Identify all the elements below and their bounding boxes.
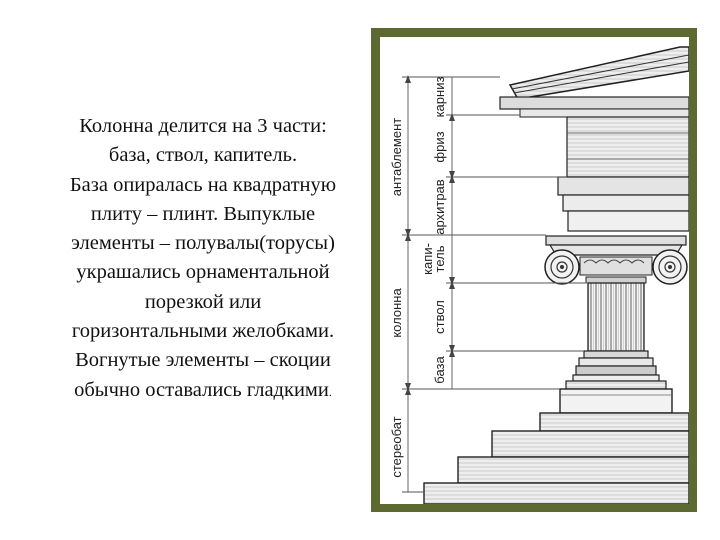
text-line-3: База опиралась на квадратную (69, 173, 337, 196)
capital (545, 236, 687, 284)
shaft (588, 283, 644, 351)
text-line-4: плиту – плинт. Выпуклые (90, 202, 316, 225)
text-line-8: горизонтальными желобками. (71, 320, 335, 343)
frieze (567, 117, 689, 177)
text-line-2: база, ствол, капитель. (108, 144, 298, 167)
label-antablement: антаблемент (389, 117, 404, 197)
label-kapitel-2: тель (432, 245, 447, 273)
label-baza: база (432, 356, 447, 384)
column-description (38, 112, 368, 407)
stereobate-steps (424, 413, 689, 504)
label-arkhitrav: архитрав (432, 179, 447, 235)
ionic-order-diagram (380, 37, 689, 504)
label-karniz: карниз (432, 76, 447, 118)
label-stvol: ствол (432, 300, 447, 334)
label-kolonna: колонна (389, 288, 404, 338)
text-line-10-text: обычно оставались гладкими (74, 378, 329, 401)
text-end-mark: . (328, 384, 332, 399)
text-line-1: Колонна делится на 3 части: (79, 115, 327, 137)
text-line-7: порезкой или (144, 290, 262, 313)
cornice (500, 47, 689, 117)
text-line-5: элементы – полувалы(торусы) (71, 232, 335, 255)
label-friz: фриз (432, 131, 447, 163)
text-line-6: украшались орнаментальной (76, 261, 330, 284)
label-stereobat: стереобат (389, 416, 404, 478)
architrave (558, 177, 689, 231)
text-line-9: Вогнутые элементы – скоции (75, 349, 331, 372)
column-base (560, 351, 672, 413)
label-kapitel-1: капи- (420, 243, 435, 275)
text-line-10 (38, 376, 368, 407)
